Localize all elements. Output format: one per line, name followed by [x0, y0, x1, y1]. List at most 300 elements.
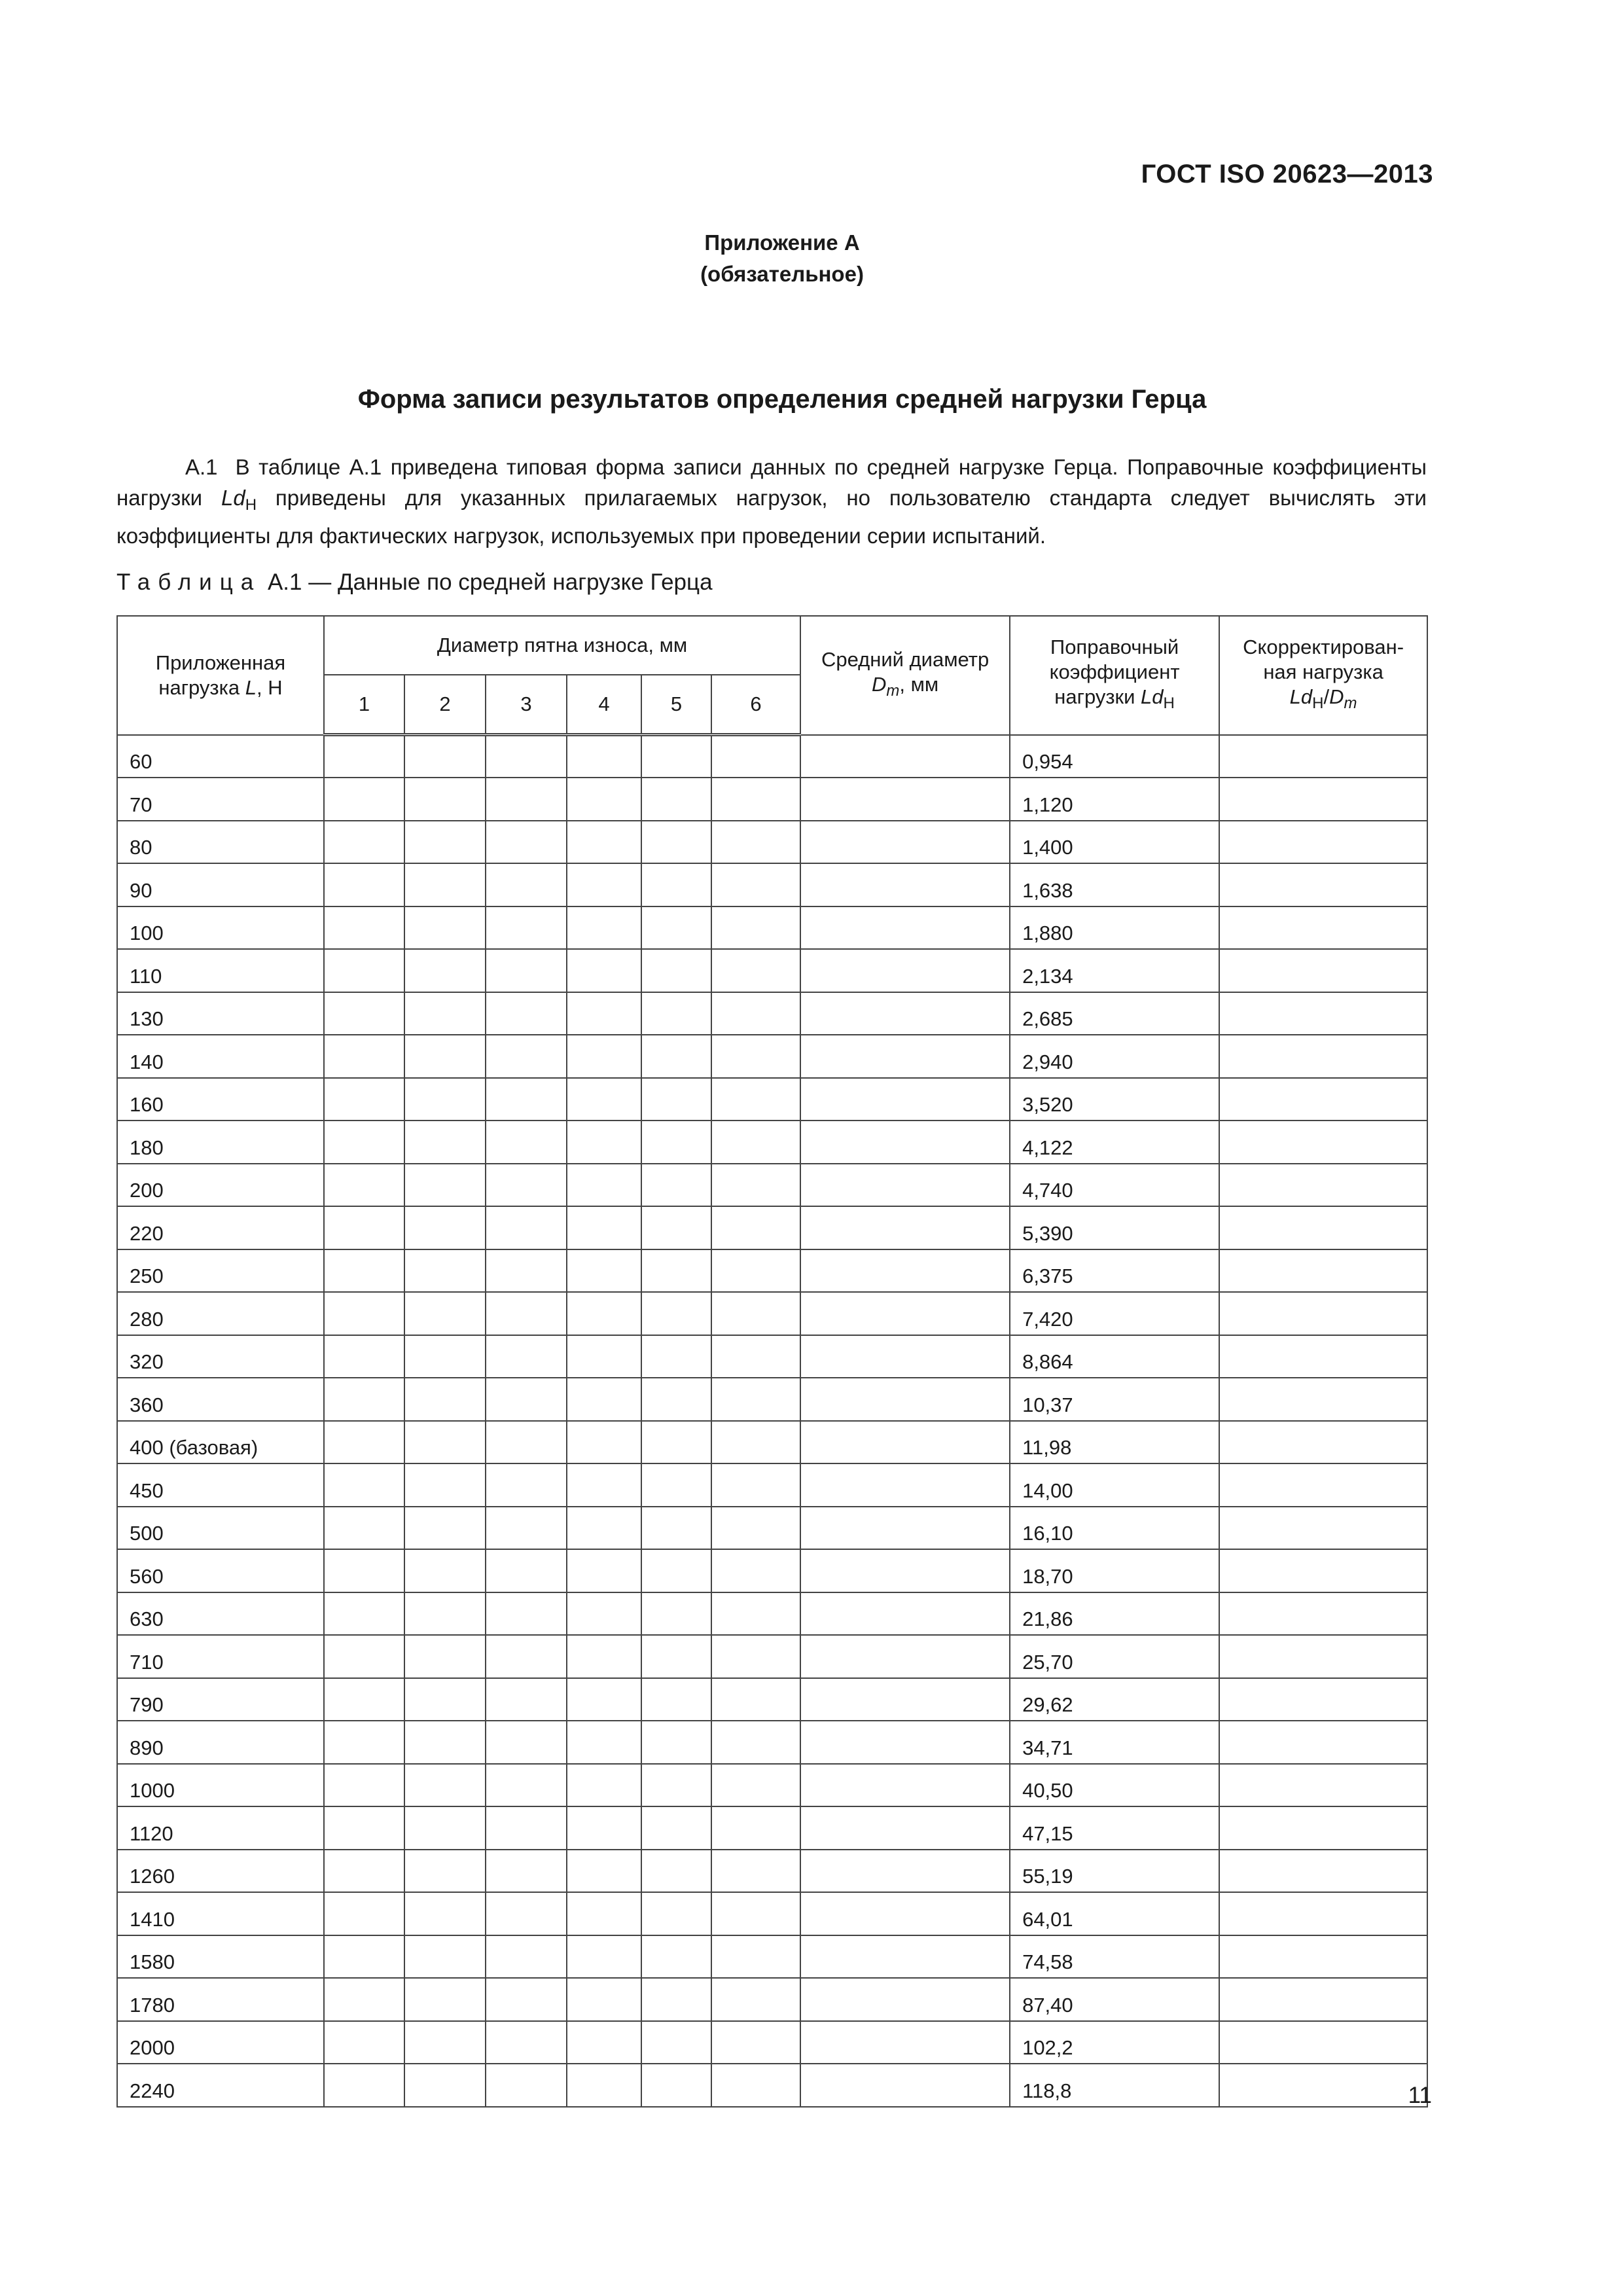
cell-wear-4	[567, 1806, 641, 1850]
table-row	[117, 1549, 1427, 1592]
cell-load: 2000	[117, 2021, 324, 2064]
cell-wear-3	[486, 1592, 567, 1636]
cell-wear-1	[324, 1078, 404, 1121]
cell-adjusted-load	[1219, 906, 1427, 950]
cell-load: 100	[117, 906, 324, 950]
cell-wear-6	[711, 1678, 800, 1721]
cell-wear-3	[486, 1935, 567, 1979]
header-mean-diameter: Средний диаметр $D_m$, мм	[800, 616, 1010, 735]
cell-wear-4	[567, 1078, 641, 1121]
cell-mean-diameter	[800, 735, 1010, 778]
header-wear-6: 6	[711, 675, 800, 735]
table-row	[117, 1721, 1427, 1764]
cell-load: 400 (базовая)	[117, 1421, 324, 1464]
cell-wear-1	[324, 1892, 404, 1935]
table-row	[117, 2064, 1427, 2107]
cell-wear-2	[404, 2021, 486, 2064]
cell-load: 250	[117, 1249, 324, 1293]
cell-wear-1	[324, 1721, 404, 1764]
header-wear-5: 5	[641, 675, 711, 735]
cell-wear-4	[567, 1421, 641, 1464]
cell-wear-4	[567, 1249, 641, 1293]
cell-wear-6	[711, 1507, 800, 1550]
cell-correction-factor: 6,375	[1010, 1249, 1219, 1293]
cell-wear-5	[641, 1635, 711, 1678]
cell-adjusted-load	[1219, 1121, 1427, 1164]
cell-wear-3	[486, 1378, 567, 1421]
table-row	[117, 1035, 1427, 1078]
cell-adjusted-load	[1219, 1335, 1427, 1378]
cell-wear-6	[711, 1721, 800, 1764]
cell-adjusted-load	[1219, 949, 1427, 992]
cell-load: 560	[117, 1549, 324, 1592]
cell-mean-diameter	[800, 1978, 1010, 2021]
cell-load: 220	[117, 1206, 324, 1249]
cell-correction-factor: 0,954	[1010, 735, 1219, 778]
cell-load: 790	[117, 1678, 324, 1721]
cell-wear-4	[567, 1935, 641, 1979]
table-row	[117, 1463, 1427, 1507]
cell-wear-1	[324, 2021, 404, 2064]
cell-wear-2	[404, 1507, 486, 1550]
cell-wear-2	[404, 1335, 486, 1378]
cell-adjusted-load	[1219, 992, 1427, 1035]
cell-mean-diameter	[800, 1850, 1010, 1893]
cell-mean-diameter	[800, 1549, 1010, 1592]
cell-load: 110	[117, 949, 324, 992]
table-row	[117, 735, 1427, 778]
cell-wear-2	[404, 992, 486, 1035]
cell-adjusted-load	[1219, 1764, 1427, 1807]
cell-wear-6	[711, 1078, 800, 1121]
cell-wear-1	[324, 1806, 404, 1850]
cell-adjusted-load	[1219, 1892, 1427, 1935]
table-caption-prefix: Таблица	[116, 569, 262, 595]
cell-mean-diameter	[800, 1164, 1010, 1207]
cell-wear-6	[711, 1121, 800, 1164]
cell-wear-3	[486, 2021, 567, 2064]
cell-wear-2	[404, 949, 486, 992]
header-wear-1: 1	[324, 675, 404, 735]
cell-adjusted-load	[1219, 1978, 1427, 2021]
cell-wear-5	[641, 821, 711, 864]
table-row	[117, 1507, 1427, 1550]
cell-wear-1	[324, 1421, 404, 1464]
cell-wear-4	[567, 2064, 641, 2107]
cell-adjusted-load	[1219, 1378, 1427, 1421]
cell-adjusted-load	[1219, 1850, 1427, 1893]
cell-load: 200	[117, 1164, 324, 1207]
cell-wear-5	[641, 1249, 711, 1293]
cell-wear-5	[641, 1335, 711, 1378]
cell-adjusted-load	[1219, 1078, 1427, 1121]
cell-wear-3	[486, 1850, 567, 1893]
table-row	[117, 1121, 1427, 1164]
cell-correction-factor: 47,15	[1010, 1806, 1219, 1850]
cell-wear-3	[486, 1249, 567, 1293]
cell-load: 1410	[117, 1892, 324, 1935]
cell-wear-1	[324, 1764, 404, 1807]
cell-wear-6	[711, 821, 800, 864]
cell-wear-5	[641, 1935, 711, 1979]
cell-load: 90	[117, 863, 324, 906]
cell-wear-6	[711, 1592, 800, 1636]
cell-mean-diameter	[800, 1635, 1010, 1678]
cell-wear-3	[486, 1806, 567, 1850]
cell-mean-diameter	[800, 1764, 1010, 1807]
cell-wear-4	[567, 1549, 641, 1592]
cell-mean-diameter	[800, 906, 1010, 950]
cell-mean-diameter	[800, 1892, 1010, 1935]
cell-adjusted-load	[1219, 821, 1427, 864]
cell-wear-5	[641, 1764, 711, 1807]
cell-wear-5	[641, 2021, 711, 2064]
cell-correction-factor: 10,37	[1010, 1378, 1219, 1421]
cell-adjusted-load	[1219, 1635, 1427, 1678]
cell-wear-5	[641, 1850, 711, 1893]
cell-adjusted-load	[1219, 1292, 1427, 1335]
cell-correction-factor: 74,58	[1010, 1935, 1219, 1979]
cell-wear-1	[324, 1635, 404, 1678]
cell-wear-3	[486, 992, 567, 1035]
cell-correction-factor: 1,120	[1010, 778, 1219, 821]
cell-wear-6	[711, 1850, 800, 1893]
cell-correction-factor: 40,50	[1010, 1764, 1219, 1807]
cell-load: 1120	[117, 1806, 324, 1850]
cell-correction-factor: 55,19	[1010, 1850, 1219, 1893]
cell-wear-5	[641, 1892, 711, 1935]
cell-wear-1	[324, 1592, 404, 1636]
table-body	[117, 735, 1427, 2107]
cell-wear-6	[711, 1806, 800, 1850]
header-adjusted-load: Скорректирован- ная нагрузка $Ld_Н/D_m$	[1219, 616, 1427, 735]
table-row	[117, 1850, 1427, 1893]
cell-wear-4	[567, 821, 641, 864]
cell-load: 60	[117, 735, 324, 778]
cell-load: 360	[117, 1378, 324, 1421]
cell-wear-3	[486, 1549, 567, 1592]
cell-mean-diameter	[800, 1806, 1010, 1850]
table-row	[117, 906, 1427, 950]
cell-correction-factor: 2,134	[1010, 949, 1219, 992]
cell-wear-4	[567, 1678, 641, 1721]
cell-correction-factor: 1,880	[1010, 906, 1219, 950]
cell-load: 1260	[117, 1850, 324, 1893]
cell-wear-5	[641, 1292, 711, 1335]
cell-wear-6	[711, 1978, 800, 2021]
cell-adjusted-load	[1219, 1721, 1427, 1764]
cell-wear-1	[324, 735, 404, 778]
cell-wear-6	[711, 778, 800, 821]
cell-load: 160	[117, 1078, 324, 1121]
paragraph-number: А.1	[185, 455, 218, 479]
cell-correction-factor: 102,2	[1010, 2021, 1219, 2064]
cell-correction-factor: 1,638	[1010, 863, 1219, 906]
cell-correction-factor: 87,40	[1010, 1978, 1219, 2021]
cell-wear-5	[641, 906, 711, 950]
cell-wear-1	[324, 1035, 404, 1078]
cell-load: 500	[117, 1507, 324, 1550]
table-row	[117, 1292, 1427, 1335]
cell-wear-6	[711, 2064, 800, 2107]
cell-load: 70	[117, 778, 324, 821]
cell-correction-factor: 14,00	[1010, 1463, 1219, 1507]
cell-wear-5	[641, 1978, 711, 2021]
cell-adjusted-load	[1219, 863, 1427, 906]
cell-load: 80	[117, 821, 324, 864]
cell-wear-2	[404, 1164, 486, 1207]
cell-wear-1	[324, 1378, 404, 1421]
cell-wear-5	[641, 1592, 711, 1636]
cell-correction-factor: 2,940	[1010, 1035, 1219, 1078]
cell-wear-4	[567, 1764, 641, 1807]
cell-wear-1	[324, 992, 404, 1035]
cell-wear-1	[324, 1206, 404, 1249]
cell-adjusted-load	[1219, 1035, 1427, 1078]
cell-wear-2	[404, 1035, 486, 1078]
cell-wear-3	[486, 1721, 567, 1764]
cell-wear-6	[711, 1549, 800, 1592]
header-correction-factor: Поправочный коэффициент нагрузки $Ld_Н$	[1010, 616, 1219, 735]
cell-correction-factor: 21,86	[1010, 1592, 1219, 1636]
cell-load: 2240	[117, 2064, 324, 2107]
header-applied-load: Приложенная нагрузка L, Н	[117, 616, 324, 735]
cell-correction-factor: 4,740	[1010, 1164, 1219, 1207]
cell-wear-4	[567, 906, 641, 950]
cell-wear-4	[567, 1292, 641, 1335]
cell-correction-factor: 16,10	[1010, 1507, 1219, 1550]
cell-wear-6	[711, 1892, 800, 1935]
cell-adjusted-load	[1219, 1249, 1427, 1293]
cell-correction-factor: 8,864	[1010, 1335, 1219, 1378]
cell-wear-6	[711, 1635, 800, 1678]
cell-wear-3	[486, 1164, 567, 1207]
cell-load: 1580	[117, 1935, 324, 1979]
cell-correction-factor: 118,8	[1010, 2064, 1219, 2107]
cell-correction-factor: 7,420	[1010, 1292, 1219, 1335]
cell-adjusted-load	[1219, 778, 1427, 821]
cell-wear-3	[486, 735, 567, 778]
table-row	[117, 1421, 1427, 1464]
cell-wear-6	[711, 1378, 800, 1421]
cell-correction-factor: 18,70	[1010, 1549, 1219, 1592]
table-row	[117, 1378, 1427, 1421]
cell-wear-3	[486, 1678, 567, 1721]
cell-wear-4	[567, 1335, 641, 1378]
cell-adjusted-load	[1219, 2064, 1427, 2107]
cell-adjusted-load	[1219, 1507, 1427, 1550]
cell-wear-5	[641, 1378, 711, 1421]
header-wear-diameter: Диаметр пятна износа, мм	[324, 616, 800, 675]
cell-wear-6	[711, 949, 800, 992]
cell-load: 710	[117, 1635, 324, 1678]
cell-wear-1	[324, 1164, 404, 1207]
cell-load: 450	[117, 1463, 324, 1507]
cell-wear-5	[641, 1463, 711, 1507]
cell-load: 890	[117, 1721, 324, 1764]
cell-wear-3	[486, 2064, 567, 2107]
cell-wear-1	[324, 1850, 404, 1893]
cell-mean-diameter	[800, 1378, 1010, 1421]
cell-mean-diameter	[800, 1121, 1010, 1164]
cell-wear-3	[486, 906, 567, 950]
cell-wear-1	[324, 1121, 404, 1164]
cell-wear-4	[567, 1164, 641, 1207]
annex-title: Приложение А	[704, 230, 860, 255]
cell-wear-1	[324, 1335, 404, 1378]
cell-wear-5	[641, 949, 711, 992]
cell-wear-6	[711, 735, 800, 778]
cell-wear-3	[486, 1292, 567, 1335]
form-title: Форма записи результатов определения средней нагрузки Герца	[357, 385, 1207, 414]
cell-correction-factor: 5,390	[1010, 1206, 1219, 1249]
cell-load: 130	[117, 992, 324, 1035]
hertz-load-table	[116, 615, 1428, 2108]
cell-wear-6	[711, 1292, 800, 1335]
cell-wear-4	[567, 1850, 641, 1893]
cell-wear-3	[486, 821, 567, 864]
cell-adjusted-load	[1219, 1164, 1427, 1207]
cell-wear-2	[404, 1978, 486, 2021]
cell-mean-diameter	[800, 1035, 1010, 1078]
table-row	[117, 863, 1427, 906]
table-row	[117, 1249, 1427, 1293]
cell-wear-2	[404, 1892, 486, 1935]
cell-wear-3	[486, 1463, 567, 1507]
page-number: 11	[1408, 2083, 1432, 2108]
cell-adjusted-load	[1219, 1806, 1427, 1850]
cell-mean-diameter	[800, 992, 1010, 1035]
cell-wear-1	[324, 906, 404, 950]
cell-wear-2	[404, 1078, 486, 1121]
cell-wear-2	[404, 1635, 486, 1678]
cell-wear-4	[567, 1378, 641, 1421]
cell-wear-4	[567, 1463, 641, 1507]
cell-wear-2	[404, 2064, 486, 2107]
table-row	[117, 949, 1427, 992]
cell-wear-2	[404, 1206, 486, 1249]
header-wear-2: 2	[404, 675, 486, 735]
cell-wear-3	[486, 949, 567, 992]
cell-wear-2	[404, 1121, 486, 1164]
table-row	[117, 1764, 1427, 1807]
ld-symbol: Ld	[221, 486, 245, 510]
cell-wear-4	[567, 863, 641, 906]
cell-adjusted-load	[1219, 1549, 1427, 1592]
cell-wear-5	[641, 735, 711, 778]
table-row	[117, 1078, 1427, 1121]
table-caption	[116, 569, 713, 596]
cell-wear-3	[486, 1978, 567, 2021]
cell-wear-3	[486, 1635, 567, 1678]
cell-mean-diameter	[800, 1421, 1010, 1464]
cell-wear-3	[486, 1507, 567, 1550]
cell-wear-2	[404, 821, 486, 864]
cell-wear-2	[404, 863, 486, 906]
table-row	[117, 778, 1427, 821]
cell-wear-5	[641, 992, 711, 1035]
cell-wear-5	[641, 863, 711, 906]
cell-wear-4	[567, 992, 641, 1035]
annex-status: (обязательное)	[700, 262, 864, 286]
cell-load: 630	[117, 1592, 324, 1636]
cell-load: 280	[117, 1292, 324, 1335]
cell-wear-1	[324, 1292, 404, 1335]
cell-wear-5	[641, 1806, 711, 1850]
cell-correction-factor: 1,400	[1010, 821, 1219, 864]
cell-wear-2	[404, 1806, 486, 1850]
cell-wear-5	[641, 1121, 711, 1164]
cell-wear-4	[567, 1892, 641, 1935]
cell-wear-4	[567, 949, 641, 992]
cell-wear-1	[324, 821, 404, 864]
cell-load: 1780	[117, 1978, 324, 2021]
cell-wear-3	[486, 1335, 567, 1378]
cell-wear-4	[567, 1635, 641, 1678]
cell-mean-diameter	[800, 1721, 1010, 1764]
cell-mean-diameter	[800, 1078, 1010, 1121]
paragraph-a1	[116, 452, 1427, 551]
cell-load: 140	[117, 1035, 324, 1078]
cell-wear-1	[324, 863, 404, 906]
cell-adjusted-load	[1219, 735, 1427, 778]
cell-mean-diameter	[800, 2021, 1010, 2064]
cell-correction-factor: 3,520	[1010, 1078, 1219, 1121]
cell-wear-4	[567, 1592, 641, 1636]
cell-correction-factor: 11,98	[1010, 1421, 1219, 1464]
cell-wear-4	[567, 1035, 641, 1078]
cell-wear-1	[324, 1978, 404, 2021]
cell-mean-diameter	[800, 1935, 1010, 1979]
cell-adjusted-load	[1219, 1935, 1427, 1979]
paragraph-text-part1: В таблице А.1 приведена типовая форма записи данных по средней нагрузке Герца. Поправочные коэффициенты нагрузки	[116, 455, 1427, 510]
table-row	[117, 1635, 1427, 1678]
cell-wear-2	[404, 1421, 486, 1464]
cell-wear-5	[641, 1206, 711, 1249]
cell-adjusted-load	[1219, 1678, 1427, 1721]
table-row	[117, 1592, 1427, 1636]
cell-wear-4	[567, 2021, 641, 2064]
cell-wear-1	[324, 1463, 404, 1507]
cell-wear-3	[486, 778, 567, 821]
table-row	[117, 1164, 1427, 1207]
cell-wear-6	[711, 1249, 800, 1293]
cell-wear-4	[567, 1721, 641, 1764]
table-row	[117, 1206, 1427, 1249]
cell-wear-2	[404, 1592, 486, 1636]
cell-wear-6	[711, 992, 800, 1035]
cell-wear-5	[641, 1678, 711, 1721]
table-row	[117, 992, 1427, 1035]
cell-wear-2	[404, 1850, 486, 1893]
ld-subscript: Н	[245, 496, 257, 514]
cell-wear-1	[324, 1507, 404, 1550]
cell-wear-4	[567, 1206, 641, 1249]
cell-wear-6	[711, 1935, 800, 1979]
cell-wear-1	[324, 2064, 404, 2107]
cell-mean-diameter	[800, 1463, 1010, 1507]
cell-wear-5	[641, 1164, 711, 1207]
cell-correction-factor: 2,685	[1010, 992, 1219, 1035]
cell-mean-diameter	[800, 2064, 1010, 2107]
cell-adjusted-load	[1219, 1463, 1427, 1507]
cell-wear-5	[641, 1035, 711, 1078]
cell-wear-3	[486, 1078, 567, 1121]
cell-mean-diameter	[800, 1592, 1010, 1636]
cell-wear-2	[404, 1721, 486, 1764]
document-code: ГОСТ ISO 20623—2013	[1141, 160, 1433, 188]
cell-wear-1	[324, 1678, 404, 1721]
